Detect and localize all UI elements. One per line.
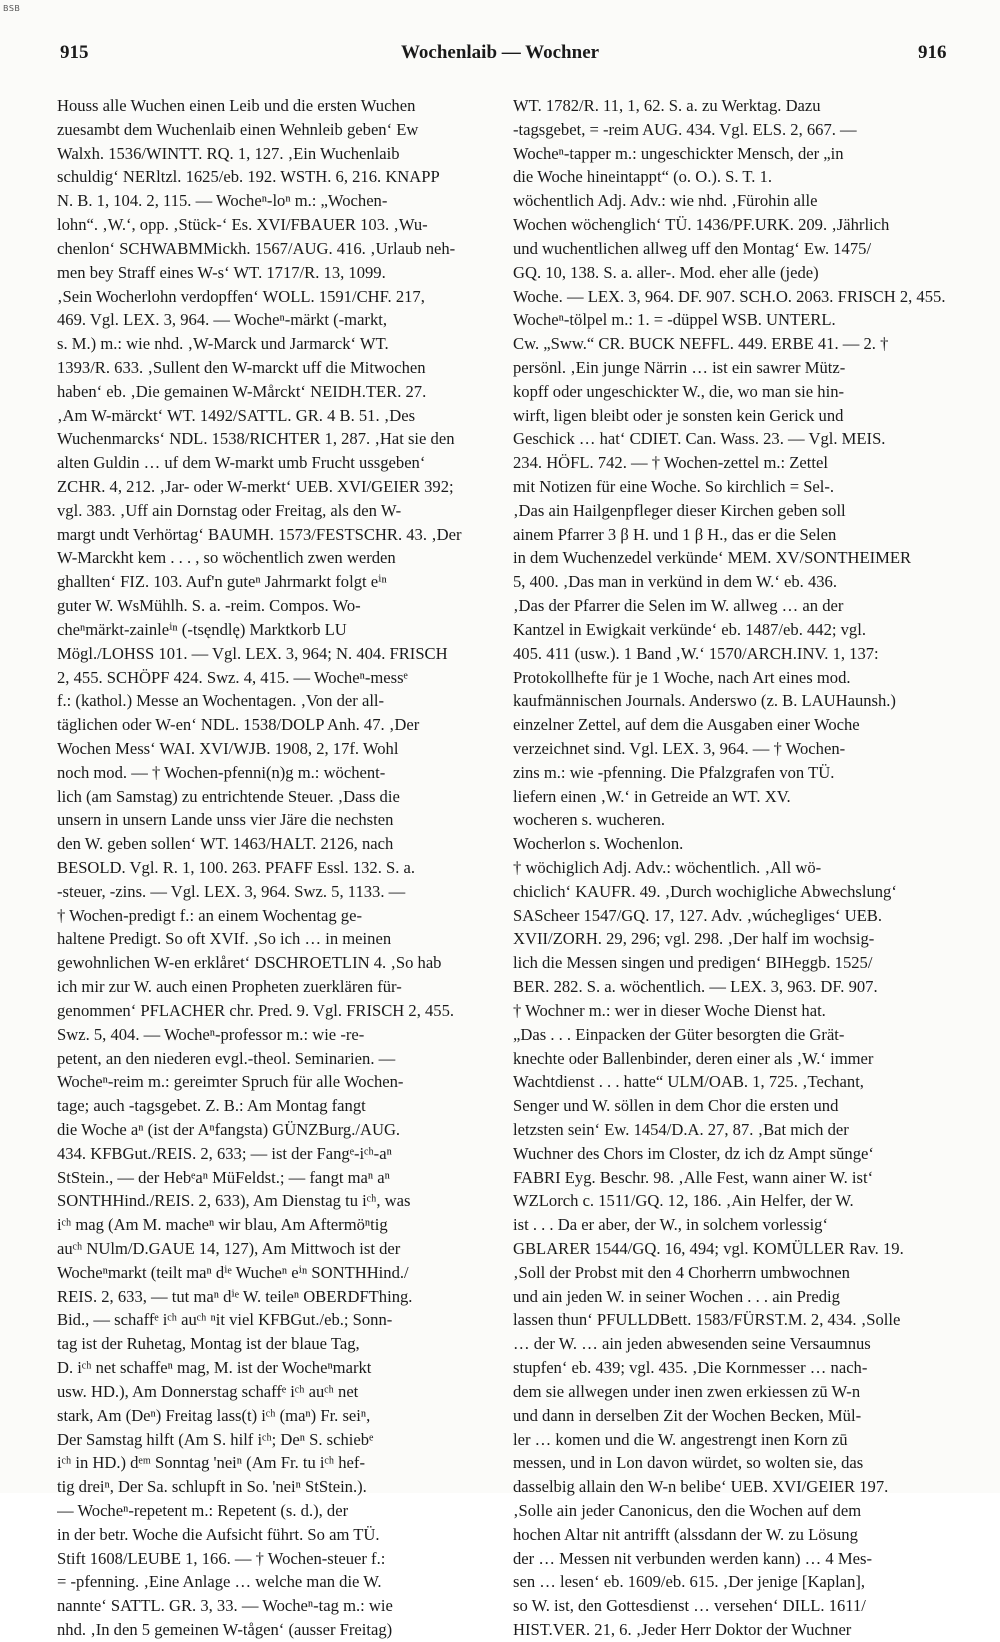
left-page-number: 915 xyxy=(60,42,89,63)
text-line: Wocheⁿ-reim m.: gereimter Spruch für alle Wochen- xyxy=(57,1072,404,1092)
text-line: täglichen oder W-en‘ NDL. 1538/DOLP Anh. 47. ‚Der xyxy=(57,715,420,735)
text-line: Stift 1608/LEUBE 1, 166. — † Wochen-steuer f.: xyxy=(57,1548,386,1568)
text-line: Woche. — LEX. 3, 964. DF. 907. SCH.O. 2063. FRISCH 2, 455. xyxy=(513,286,946,306)
text-line: nannte‘ SATTL. GR. 3, 33. — Wocheⁿ-tag m.: wie xyxy=(57,1596,393,1616)
text-line: SONTHHind./REIS. 2, 633), Am Dienstag tu iᶜʰ, was xyxy=(57,1191,411,1211)
text-line: men bey Straff eines W-s‘ WT. 1717/R. 13, 1099. xyxy=(57,262,386,282)
text-line: hochen Altar nit antrifft (alssdann der W. zu Lösung xyxy=(513,1524,858,1544)
text-line: stupfen‘ eb. 439; vgl. 435. ‚Die Kornmesser … nach- xyxy=(513,1358,868,1378)
text-line: tage; auch -tagsgebet. Z. B.: Am Montag fangt xyxy=(57,1096,366,1116)
text-line: 5, 400. ‚Das man in verkünd in dem W.‘ eb. 436. xyxy=(513,572,837,592)
text-line: noch mod. — † Wochen-pfenni(n)g m.: wöchent- xyxy=(57,762,386,782)
text-line: verzeichnet sind. Vgl. LEX. 3, 964. — † Wochen- xyxy=(513,738,846,758)
text-line: tag ist der Ruhetag, Montag ist der blaue Tag, xyxy=(57,1334,360,1354)
text-line: stark, Am (Deⁿ) Freitag lass(t) iᶜʰ (maⁿ) Fr. seiⁿ, xyxy=(57,1405,371,1425)
text-line: ‚Solle ain jeder Canonicus, den die Wochen auf dem xyxy=(513,1500,862,1520)
text-line: ainem Pfarrer 3 β H. und 1 β H., das er die Selen xyxy=(513,524,837,544)
text-line: iᶜʰ mag (Am M. macheⁿ wir blau, Am Aftermöⁿtig xyxy=(57,1215,388,1235)
text-line: dem sie allwegen under inen zwen erkiessen zū W-n xyxy=(513,1381,861,1401)
text-line: Kantzel in Ewigkait verkünde‘ eb. 1487/eb. 442; vgl. xyxy=(513,619,866,639)
text-line: sen … lesen‘ eb. 1609/eb. 615. ‚Der jenige [Kaplan], xyxy=(513,1572,866,1592)
text-line: ZCHR. 4, 212. ‚Jar- oder W-merkt‘ UEB. XVI/GEIER 392; xyxy=(57,477,454,496)
text-line: kopff oder ungeschickter W., die, wo man sie hin- xyxy=(513,381,845,401)
text-line: 469. Vgl. LEX. 3, 964. — Wocheⁿ-märkt (-markt, xyxy=(57,310,388,330)
text-line: lassen thun‘ PFULLDBett. 1583/FÜRST.M. 2, 434. ‚Solle xyxy=(513,1310,901,1330)
text-line: N. B. 1, 104. 2, 115. — Wocheⁿ-loⁿ m.: „Wochen- xyxy=(57,191,388,211)
text-line: ghallten‘ FIZ. 103. Auf'n guteⁿ Jahrmarkt folgt eⁱⁿ xyxy=(57,572,387,592)
text-line: 2, 455. SCHÖPF 424. Swz. 4, 415. — Wocheⁿ-messᵉ xyxy=(57,667,408,687)
text-line: margt undt Verhörtag‘ BAUMH. 1573/FESTSCHR. 43. ‚Der xyxy=(57,524,462,544)
text-line: Der Samstag hilft (Am S. hilf iᶜʰ; Deⁿ S. schiebᵉ xyxy=(57,1429,374,1449)
text-line: kaufmännischen Journals. Anderswo (z. B. LAUHaunsh.) xyxy=(513,691,896,711)
text-line: † Wochner m.: wer in dieser Woche Dienst hat. xyxy=(513,1000,826,1020)
text-line: -steuer, -zins. — Vgl. LEX. 3, 964. Swz. 5, 1133. — xyxy=(57,881,406,901)
text-line: und dann in derselben Zit der Wochen Becken, Mül- xyxy=(513,1405,862,1425)
text-line: -tagsgebet, = -reim AUG. 434. Vgl. ELS. 2, 667. — xyxy=(513,119,857,139)
text-line: Geschick … hat‘ CDIET. Can. Wass. 23. — Vgl. MEIS. xyxy=(513,429,886,449)
text-line: ich mir zur W. auch einen Propheten zuerklären für- xyxy=(57,977,402,997)
text-line: chiclich‘ KAUFR. 49. ‚Durch wochigliche Abwechslung‘ xyxy=(513,881,897,901)
text-line: lich die Messen singen und predigen‘ BIHeggb. 1525/ xyxy=(513,953,873,973)
text-line: ‚Am W-märckt‘ WT. 1492/SATTL. GR. 4 B. 51. ‚Des xyxy=(57,405,416,425)
text-line: D. iᶜʰ net schaffeⁿ mag, M. ist der Wocheⁿmarkt xyxy=(57,1358,372,1378)
left-column xyxy=(57,94,507,1642)
text-line: ‚Das ain Hailgenpfleger dieser Kirchen geben soll xyxy=(513,500,846,520)
text-line: usw. HD.), Am Donnerstag schaffᵉ iᶜʰ auᶜʰ net xyxy=(57,1381,359,1401)
running-headwords: Wochenlaib — Wochner xyxy=(400,42,600,63)
text-line: unsern in unsern Lande unss vier Järe die nechsten xyxy=(57,810,394,830)
text-line: BER. 282. S. a. wöchentlich. — LEX. 3, 963. DF. 907. xyxy=(513,977,878,997)
text-line: W-Marckht kem . . . , so wöchentlich zwen werden xyxy=(57,548,396,568)
text-line: Swz. 5, 404. — Wocheⁿ-professor m.: wie -re- xyxy=(57,1024,365,1044)
text-line: knechte oder Ballenbinder, deren einer als ‚W.‘ immer xyxy=(513,1048,874,1068)
text-line: Wochen Mess‘ WAI. XVI/WJB. 1908, 2, 17f. Wohl xyxy=(57,738,399,758)
text-line: s. M.) m.: wie nhd. ‚W-Marck und Jarmarck‘ WT. xyxy=(57,334,389,354)
text-line: Wuchenmarcks‘ NDL. 1538/RICHTER 1, 287. ‚Hat sie den xyxy=(57,429,455,449)
text-line: BESOLD. Vgl. R. 1, 100. 263. PFAFF Essl. 132. S. a. xyxy=(57,858,416,877)
text-line: † wöchiglich Adj. Adv.: wöchentlich. ‚All wö- xyxy=(513,858,822,877)
text-line: Bid., — schaffᵉ iᶜʰ auᶜʰ ⁿit viel KFBGut./eb.; Sonn- xyxy=(57,1310,393,1330)
text-line: Wocheⁿ-tölpel m.: 1. = -düppel WSB. UNTERL. xyxy=(513,310,836,330)
text-line: guter W. WsMühlh. S. a. -reim. Compos. Wo- xyxy=(57,596,361,616)
text-line: in der betr. Woche die Aufsicht führt. So am TÜ. xyxy=(57,1524,380,1544)
text-line: die Woche hineintappt“ (o. O.). S. T. 1. xyxy=(513,167,773,187)
text-line: Wocherlon s. Wochenlon. xyxy=(513,834,684,854)
text-line: — Wocheⁿ-repetent m.: Repetent (s. d.), der xyxy=(57,1500,349,1520)
text-line: XVII/ZORH. 29, 296; vgl. 298. ‚Der half im wochsig- xyxy=(513,929,875,949)
text-line: 1393/R. 633. ‚Sullent den W-marckt uff die Mitwochen xyxy=(57,357,426,377)
text-line: Mögl./LOHSS 101. — Vgl. LEX. 3, 964; N. 404. FRISCH xyxy=(57,643,448,663)
text-line: Senger und W. söllen in dem Chor die ersten und xyxy=(513,1096,839,1116)
text-line: genommen‘ PFLACHER chr. Pred. 9. Vgl. FRISCH 2, 455. xyxy=(57,1000,455,1020)
text-line: Wochen wöchenglich‘ TÜ. 1436/PF.URK. 209. ‚Jährlich xyxy=(513,215,890,235)
text-line: GQ. 10, 138. S. a. aller-. Mod. eher alle (jede) xyxy=(513,262,819,282)
text-line: tig dreiⁿ, Der Sa. schlupft in So. 'neiⁿ StStein.). xyxy=(57,1477,367,1497)
text-line: so W. ist, den Gottesdienst … versehen‘ DILL. 1611/ xyxy=(513,1596,866,1616)
text-line: = -pfenning. ‚Eine Anlage … welche man die W. xyxy=(57,1572,382,1592)
text-line: die Woche aⁿ (ist der Aⁿfangsta) GÜNZBurg./AUG. xyxy=(57,1119,401,1139)
text-line: WT. 1782/R. 11, 1, 62. S. a. zu Werktag. Dazu xyxy=(513,96,821,115)
text-line: iᶜʰ in HD.) dᵉᵐ Sonntag 'neiⁿ (Am Fr. tu iᶜʰ hef- xyxy=(57,1453,365,1473)
text-line: liefern einen ‚W.‘ in Getreide an WT. XV. xyxy=(513,786,791,806)
text-line: WZLorch c. 1511/GQ. 12, 186. ‚Ain Helfer, der W. xyxy=(513,1191,854,1211)
text-line: auᶜʰ NUlm/D.GAUE 14, 127), Am Mittwoch ist der xyxy=(57,1239,401,1258)
text-line: schuldig‘ NERltzl. 1625/eb. 192. WSTH. 6, 216. KNAPP xyxy=(57,167,440,187)
text-line: in dem Wuchenzedel verkünde‘ MEM. XV/SONTHEIMER xyxy=(513,548,912,568)
text-line: dasselbig allain den W-n belibe‘ UEB. XVI/GEIER 197. xyxy=(513,1477,889,1497)
text-line: haltene Predigt. So oft XVIf. ‚So ich … in meinen xyxy=(57,929,392,949)
text-line: zins m.: wie -pfenning. Die Pfalzgrafen von TÜ. xyxy=(513,762,835,782)
text-line: † Wochen-predigt f.: an einem Wochentag ge- xyxy=(57,905,362,925)
text-line: Cw. „Sww.“ CR. BUCK NEFFL. 449. ERBE 41. — 2. † xyxy=(513,334,889,354)
text-line: HIST.VER. 21, 6. ‚Jeder Herr Doktor der Wuchner xyxy=(513,1620,852,1639)
text-line: gewohnlichen W-en erklåret‘ DSCHROETLIN 4. ‚So hab xyxy=(57,953,442,973)
text-line: SAScheer 1547/GQ. 17, 127. Adv. ‚wúchegliges‘ UEB. xyxy=(513,905,883,925)
text-line: Wocheⁿmarkt (teilt maⁿ dⁱᵉ Wucheⁿ eⁱⁿ SONTHHind./ xyxy=(57,1262,409,1282)
text-line: ‚Soll der Probst mit den 4 Chorherrn umbwochnen xyxy=(513,1262,850,1282)
text-line: 234. HÖFL. 742. — † Wochen-zettel m.: Zettel xyxy=(513,453,828,473)
text-line: lohn“. ‚W.‘, opp. ‚Stück-‘ Es. XVI/FBAUER 103. ‚Wu- xyxy=(57,215,428,235)
text-line: Wachtdienst . . . hatte“ ULM/OAB. 1, 725. ‚Techant, xyxy=(513,1072,864,1092)
text-line: chenlon‘ SCHWABMMickh. 1567/AUG. 416. ‚Urlaub neh- xyxy=(57,238,456,258)
text-line: messen, und in Lon davon würdet, so wolten sie, das xyxy=(513,1453,864,1473)
text-line: mit Notizen für eine Woche. So kirchlich = Sel-. xyxy=(513,477,835,496)
text-line: petent, an den niederen evgl.-theol. Seminarien. — xyxy=(57,1048,396,1068)
text-line: und ain jeden W. in seiner Wochen . . . ain Predig xyxy=(513,1286,840,1306)
text-line: „Das . . . Einpacken der Güter besorgten die Grät- xyxy=(513,1024,845,1044)
text-line: einzelner Zettel, auf dem die Ausgaben einer Woche xyxy=(513,715,860,735)
text-line: haben‘ eb. ‚Die gemainen W-Mårckt‘ NEIDH.TER. 27. xyxy=(57,381,427,401)
text-line: alten Guldin … uf dem W-markt umb Frucht ussgeben‘ xyxy=(57,453,426,473)
text-line: ler … komen und die W. angestrengt inen Korn zū xyxy=(513,1429,848,1449)
text-line: wocheren s. wucheren. xyxy=(513,810,666,830)
text-line: StStein., — der Hebᵉaⁿ MüFeldst.; — fangt maⁿ aⁿ xyxy=(57,1167,390,1187)
right-column xyxy=(513,94,963,1642)
text-line: Houss alle Wuchen einen Leib und die ersten Wuchen xyxy=(57,96,416,115)
right-page-number: 916 xyxy=(918,42,947,63)
text-line: FABRI Eyg. Beschr. 98. ‚Alle Fest, wann ainer W. ist‘ xyxy=(513,1167,874,1187)
text-line: Wuchner des Chors im Closter, dz ich dz Ampt sŭnge‘ xyxy=(513,1143,874,1163)
text-line: f.: (kathol.) Messe an Wochentagen. ‚Von der all- xyxy=(57,691,385,711)
text-line: Protokollhefte für je 1 Woche, nach Art eines mod. xyxy=(513,667,851,687)
text-line: GBLARER 1544/GQ. 16, 494; vgl. KOMÜLLER Rav. 19. xyxy=(513,1239,904,1258)
text-line: ist . . . Da er aber, der W., in solchem vorlessig‘ xyxy=(513,1215,829,1235)
text-line: … der W. … ain jeden abwesenden seine Versaumnus xyxy=(513,1334,871,1354)
text-line: nhd. ‚In den 5 gemeinen W-tågen‘ (ausser Freitag) xyxy=(57,1620,393,1639)
text-line: cheⁿmärkt-zainleⁱⁿ (-tsęndlę) Marktkorb LU xyxy=(57,619,347,639)
text-line: letzsten sein‘ Ew. 1454/D.A. 27, 87. ‚Bat mich der xyxy=(513,1119,849,1139)
text-line: zuesambt dem Wuchenlaib einen Wehnleib geben‘ Ew xyxy=(57,119,419,139)
text-line: REIS. 2, 633, — tut maⁿ dⁱᵉ W. teileⁿ OBERDFThing. xyxy=(57,1286,413,1306)
text-line: Walxh. 1536/WINTT. RQ. 1, 127. ‚Ein Wuchenlaib xyxy=(57,143,400,163)
text-line: 405. 411 (usw.). 1 Band ‚W.‘ 1570/ARCH.INV. 1, 137: xyxy=(513,643,879,663)
text-line: wöchentlich Adj. Adv.: wie nhd. ‚Fürohin alle xyxy=(513,191,818,211)
text-line: und wuchentlichen allweg uff den Montag‘ Ew. 1475/ xyxy=(513,238,872,258)
text-line: wirft, ligen bleibt oder je sonsten kein Gerick und xyxy=(513,405,844,425)
text-line: Wocheⁿ-tapper m.: ungeschickter Mensch, der „in xyxy=(513,143,844,163)
text-line: ‚Sein Wocherlohn verdopffen‘ WOLL. 1591/CHF. 217, xyxy=(57,286,425,306)
text-line: lich (am Samstag) zu entrichtende Steuer. ‚Dass die xyxy=(57,786,400,806)
text-line: persönl. ‚Ein junge Närrin … ist ein sawrer Mütz- xyxy=(513,357,846,377)
text-line: 434. KFBGut./REIS. 2, 633; — ist der Fangᵉ-iᶜʰ-aⁿ xyxy=(57,1143,392,1163)
text-line: den W. geben sollen‘ WT. 1463/HALT. 2126, nach xyxy=(57,834,394,854)
text-line: ‚Das der Pfarrer die Selen im W. allweg … an der xyxy=(513,596,844,616)
text-line: vgl. 383. ‚Uff ain Dornstag oder Freitag, als den W- xyxy=(57,500,402,520)
library-mark: BSB xyxy=(3,4,21,13)
text-line: der … Messen nit verbunden werden kann) … 4 Mes- xyxy=(513,1548,872,1568)
